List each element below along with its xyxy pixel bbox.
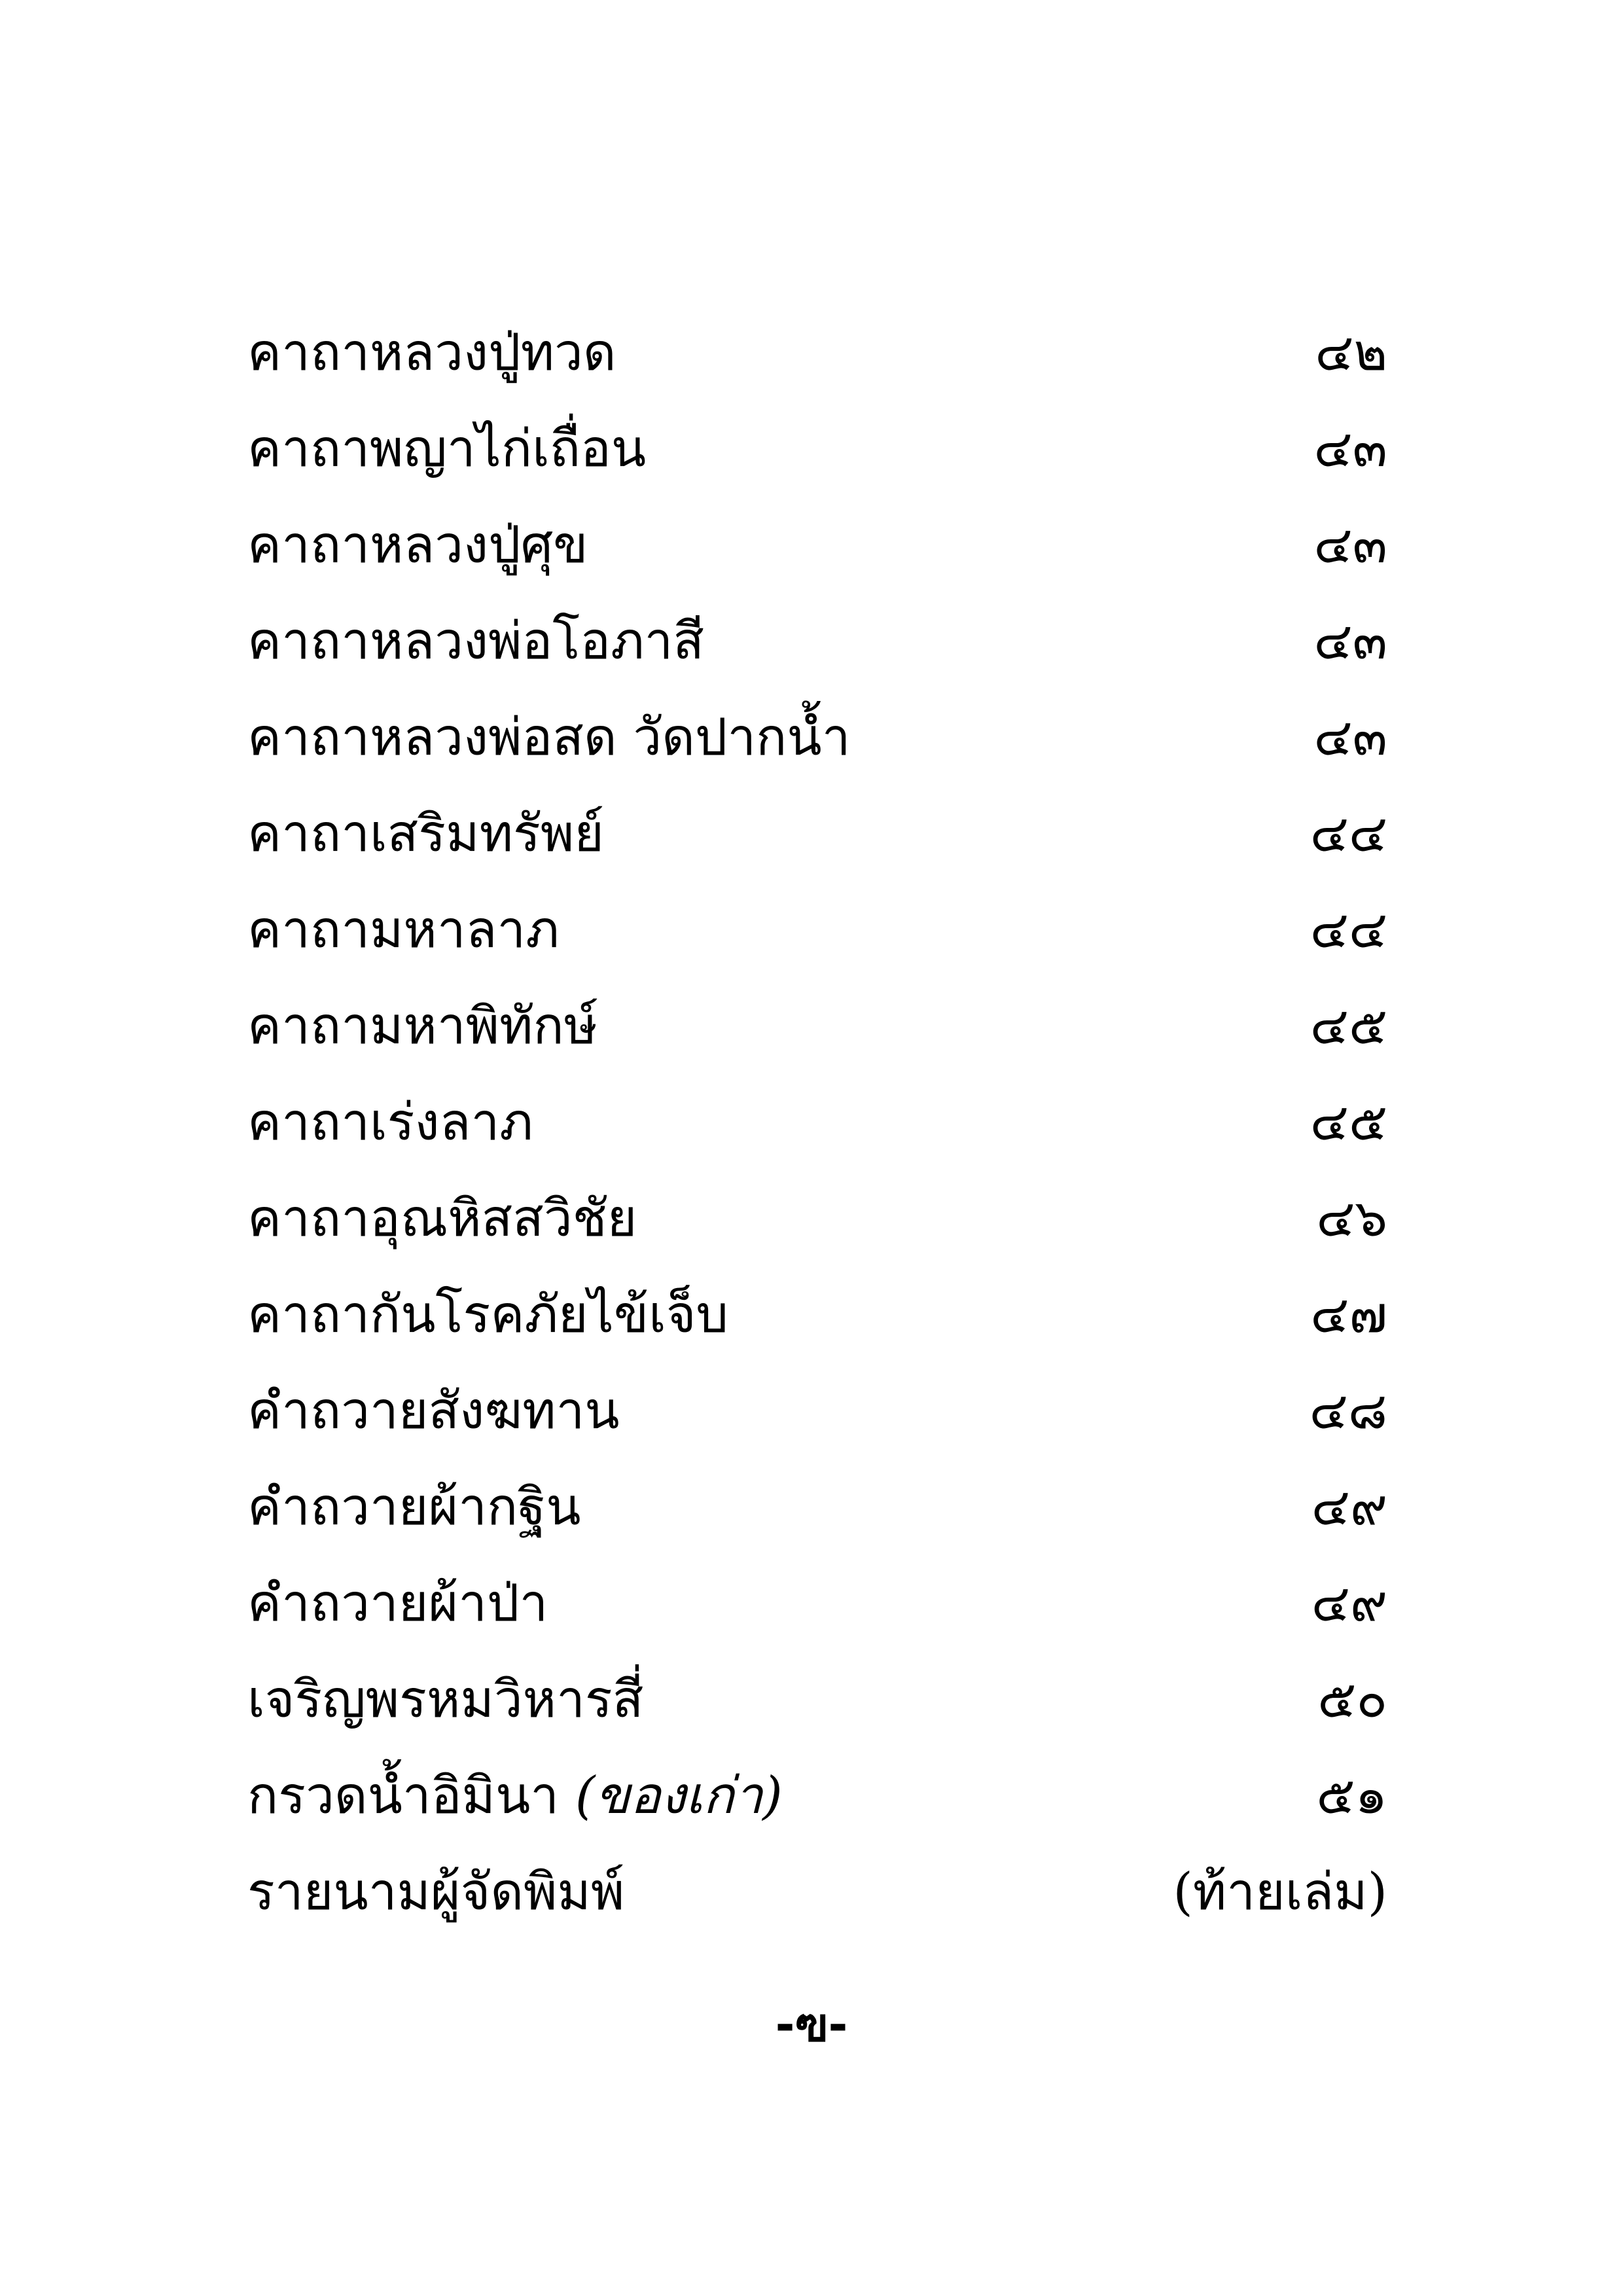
toc-entry-title-text: คาถาหลวงพ่อโอภาสี [247,611,704,671]
toc-entry-page-number: ๔๓ [1313,611,1387,671]
toc-entry-page-number: ๔๓ [1313,708,1387,767]
toc-entry-title-text: คาถาอุณหิสสวิชัย [247,1189,637,1248]
toc-entry-page-number: ๔๓ [1313,515,1387,575]
toc-entry [247,304,1387,401]
toc-entry [247,1651,1387,1748]
toc-entry [247,1170,1387,1266]
toc-entry-title-text: คาถาหลวงพ่อสด วัดปากน้ำ [247,708,851,767]
toc-entry-title [247,1766,783,1825]
toc-entry [247,882,1387,978]
toc-entry-page-number: ๔๔ [1310,804,1387,863]
toc-entry-note: (ของเก่า) [575,1766,783,1825]
toc-entry-title-text: คาถามหาพิทักษ์ [247,996,598,1056]
toc-entry [247,497,1387,593]
toc-entry-title-text: คาถาหลวงปู่ทวด [247,323,616,382]
toc-entry-title [247,1381,620,1441]
toc-entry [247,1363,1387,1459]
toc-entry [247,401,1387,497]
toc-entry-title-text: กรวดน้ำอิมินา [247,1766,560,1825]
toc-entry-page-number: ๔๘ [1309,1381,1387,1441]
toc-entry-title [247,611,704,671]
toc-entry [247,593,1387,689]
toc-entry-title [247,323,616,382]
toc-entry-title [247,1862,625,1922]
toc-entry-page-number: ๔๓ [1313,419,1387,478]
toc-entry-title-text: รายนามผู้จัดพิมพ์ [247,1862,625,1922]
toc-entry [247,1459,1387,1555]
table-of-contents [247,304,1387,1940]
toc-entry-title [247,515,588,575]
toc-entry-title-text: คาถามหาลาภ [247,900,560,960]
toc-entry-title [247,1477,581,1537]
toc-entry-title-text: คำถวายผ้ากฐิน [247,1477,581,1537]
toc-entry [247,1266,1387,1363]
toc-entry-page-number: ๔๒ [1315,323,1387,382]
toc-entry-page-number: ๔๗ [1310,1285,1387,1344]
toc-entry-page-number: ๔๕ [1310,1092,1387,1152]
toc-entry-title [247,804,605,863]
toc-entry-title [247,1285,729,1344]
toc-entry-title [247,1189,637,1248]
toc-entry [247,978,1387,1074]
toc-entry-title-text: คาถาเร่งลาภ [247,1092,533,1152]
toc-entry-page-number: ๔๖ [1316,1189,1387,1248]
page-number-footer: -ฃ- [775,1997,848,2052]
toc-entry [247,1844,1387,1940]
toc-entry-title [247,708,851,767]
toc-entry-title [247,996,598,1056]
toc-entry-title-text: เจริญพรหมวิหารสี่ [247,1670,644,1729]
toc-entry [247,785,1387,882]
toc-entry [247,1074,1387,1170]
toc-entry-page-number: ๔๕ [1310,996,1387,1056]
toc-entry [247,1748,1387,1844]
toc-entry-title [247,419,647,478]
toc-entry-page-number: ๔๔ [1310,900,1387,960]
toc-entry-title [247,1573,548,1633]
toc-entry [247,1555,1387,1651]
toc-entry-page-number: ๕๑ [1316,1766,1387,1825]
toc-entry-title-text: คาถากันโรคภัยไข้เจ็บ [247,1285,729,1344]
toc-entry-page-number: ๕๐ [1317,1670,1387,1729]
toc-entry-title-text: คาถาหลวงปู่ศุข [247,515,588,575]
toc-entry-title-text: คาถาเสริมทรัพย์ [247,804,605,863]
toc-entry-title-text: คาถาพญาไก่เถื่อน [247,419,647,478]
toc-entry-page-number: (ท้ายเล่ม) [1173,1862,1387,1922]
toc-entry-title [247,900,560,960]
toc-entry-title [247,1670,644,1729]
toc-entry [247,689,1387,785]
toc-entry-title-text: คำถวายสังฆทาน [247,1381,620,1441]
toc-entry-page-number: ๔๙ [1311,1477,1387,1537]
toc-entry-page-number: ๔๙ [1311,1573,1387,1633]
toc-entry-title-text: คำถวายผ้าป่า [247,1573,548,1633]
toc-entry-title [247,1092,533,1152]
